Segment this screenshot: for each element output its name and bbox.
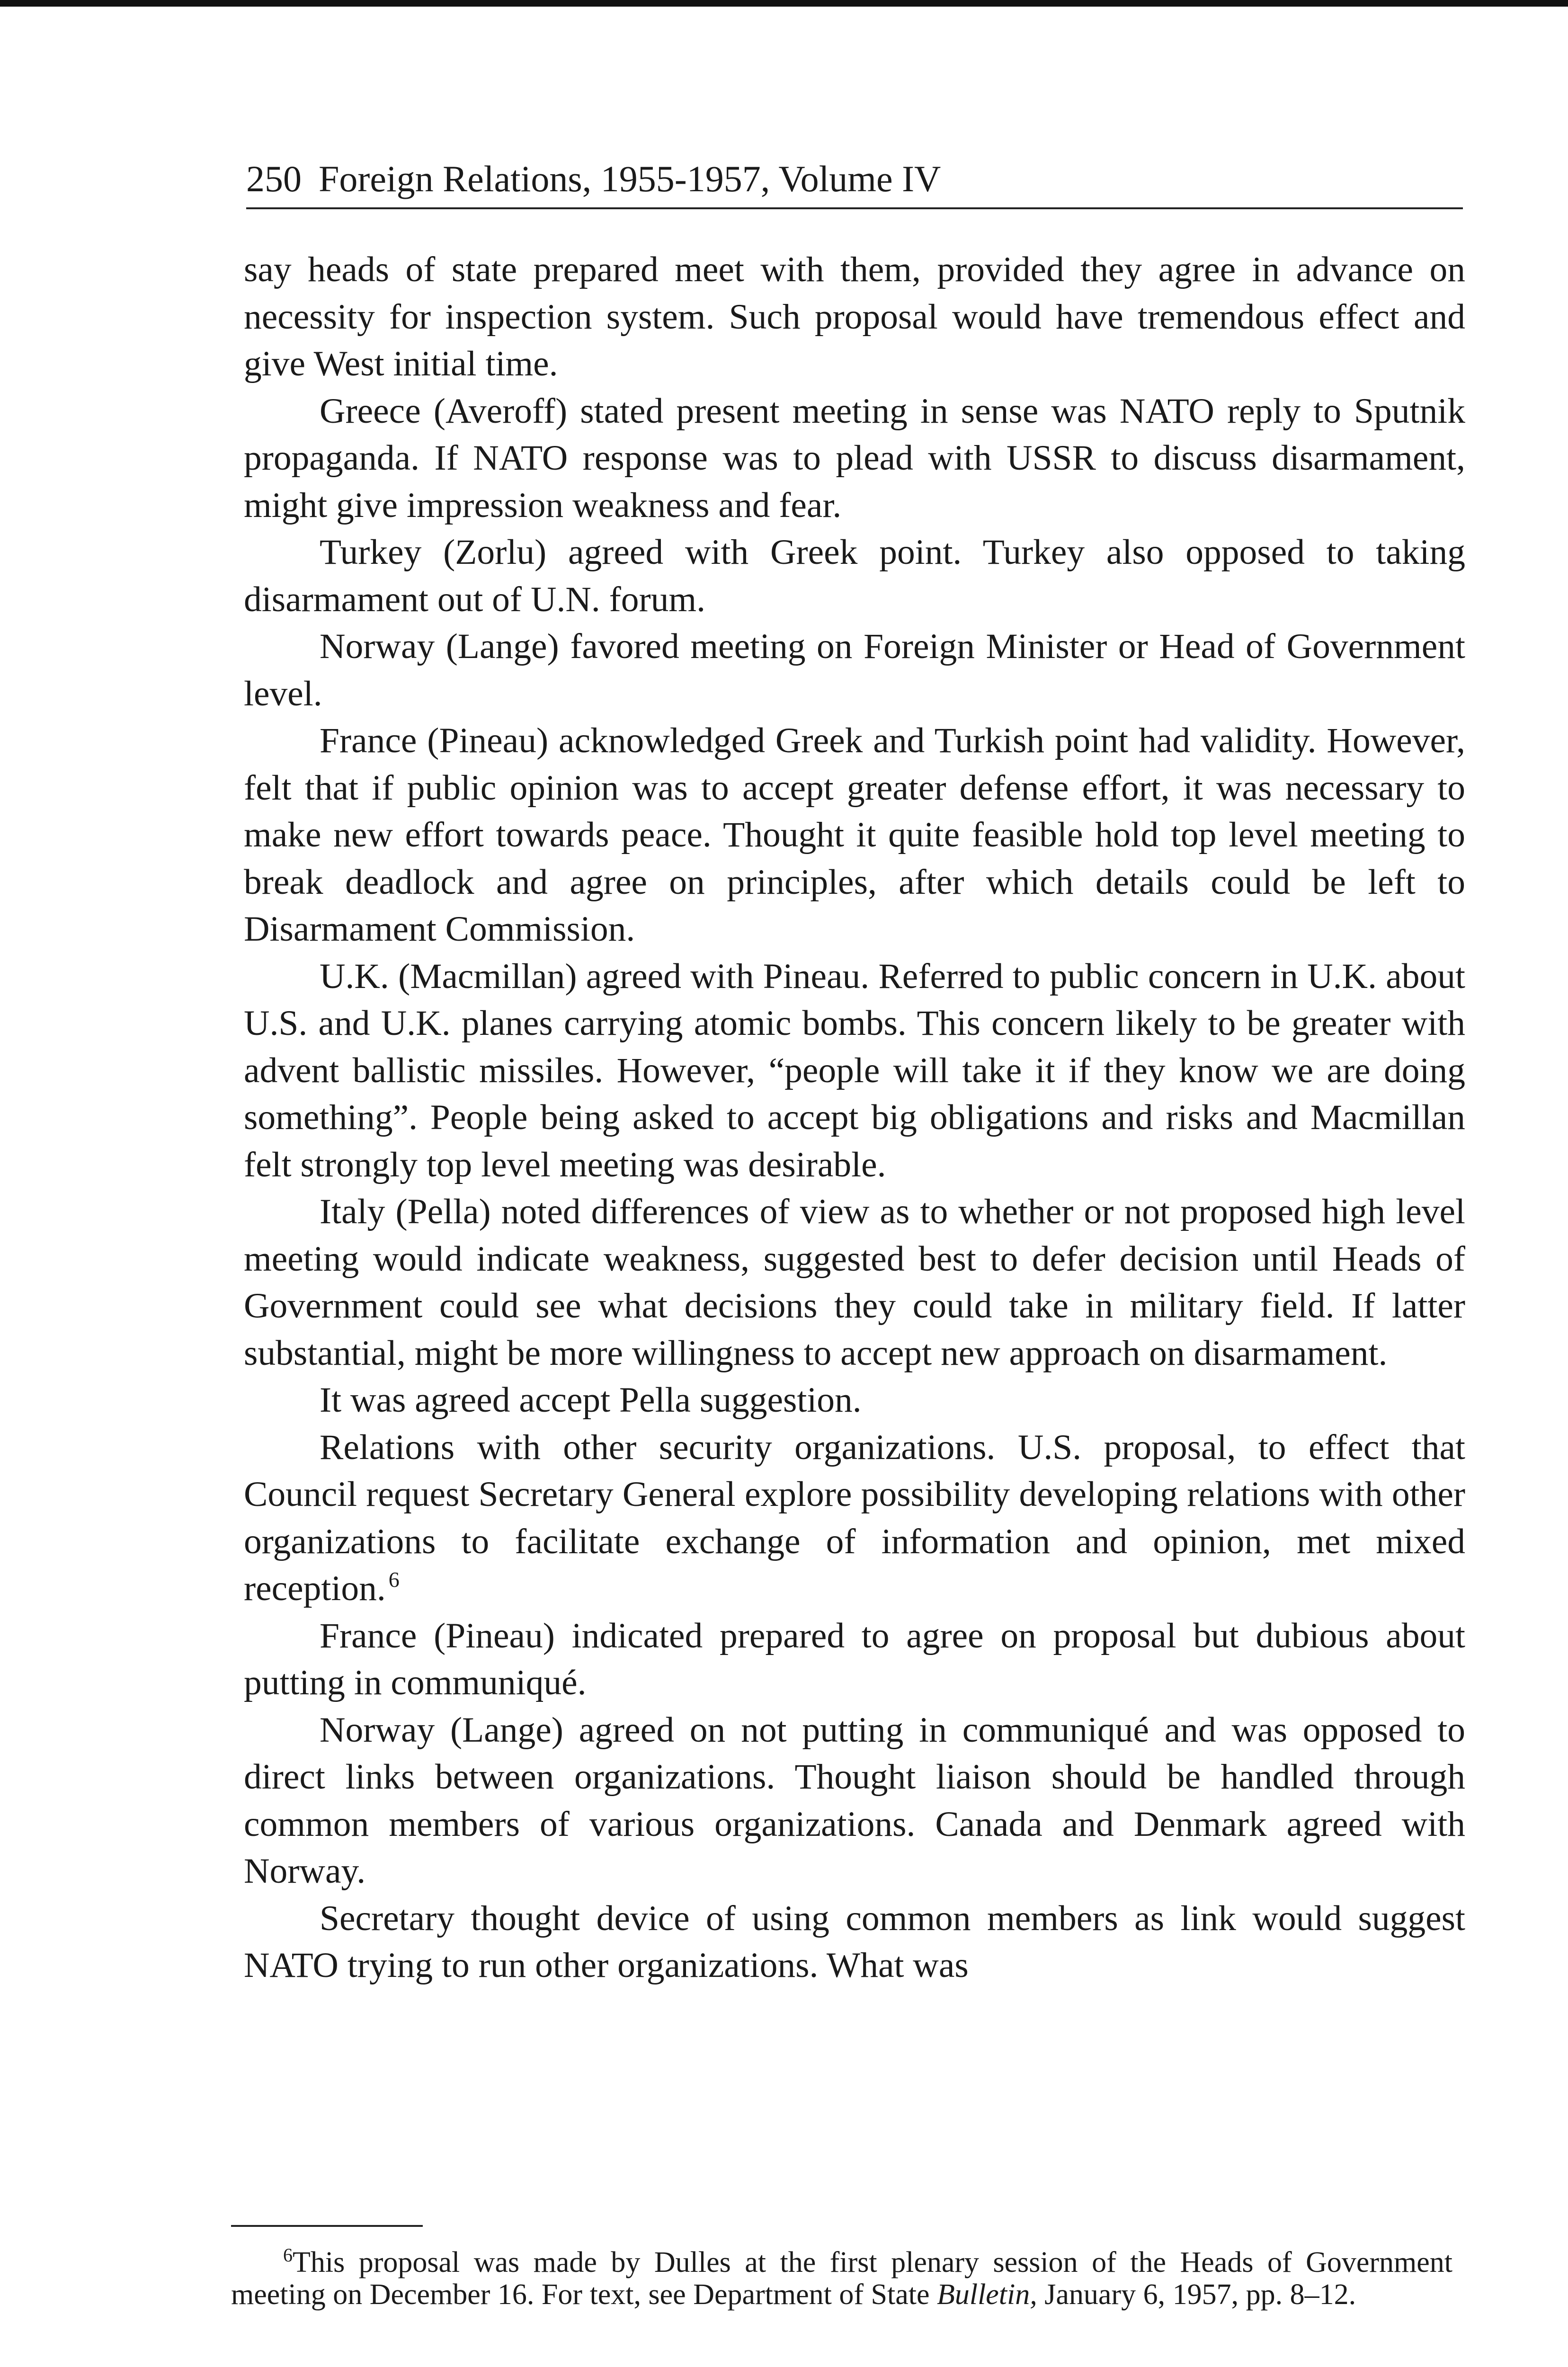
footnote-reference-marker: 6 — [388, 1567, 400, 1592]
paragraph-relations-security — [244, 1424, 1465, 1612]
footnote-text-after: January 6, 1957, pp. 8–12. — [1037, 2278, 1356, 2311]
running-header — [246, 151, 1463, 209]
paragraph-relations-text: Relations with other security organizations. U.S. proposal, to effect that Council request Secretary General explore possibility developing relations with other organizations to facilitate exchange of information and opinion, met mixed reception. — [244, 1427, 1465, 1608]
paragraph-france-communique: France (Pineau) indicated prepared to agree on proposal but dubious about putting in communiqué. — [244, 1616, 1465, 1702]
footnote-text-before: This proposal was made by Dulles at the first plenary session of the Heads of Government meeting on December 16. For text, see Department of State — [231, 2246, 1452, 2311]
paragraph-greece: Greece (Averoff) stated present meeting in sense was NATO reply to Sputnik propaganda. If NATO response was to plead with USSR to discuss disarmament, might give impression weakness and fear. — [244, 391, 1465, 525]
paragraph-norway-communique: Norway (Lange) agreed on not putting in communiqué and was opposed to direct links between organizations. Thought liaison should be handled through common members of various organizations. Canada and Denmark agreed with Norway. — [244, 1710, 1465, 1891]
paragraph-agreement: It was agreed accept Pella suggestion. — [320, 1380, 862, 1420]
paragraph-italy-pella: Italy (Pella) noted differences of view as to whether or not proposed high level meeting would indicate weakness, suggested best to defer decision until Heads of Government could see what decisions they could take in military field. If latter substantial, might be more willingness to accept new approach on disarmament. — [244, 1192, 1465, 1373]
footnote-paragraph — [231, 2246, 1452, 2311]
footnote-separator-rule — [231, 2225, 423, 2227]
body-text — [244, 246, 1465, 1989]
footnote-number: 6 — [283, 2244, 293, 2266]
footnote — [231, 2246, 1452, 2311]
running-title: Foreign Relations, 1955-1957, Volume IV — [319, 158, 941, 199]
paragraph-continuation: say heads of state prepared meet with them, provided they agree in advance on necessity for inspection system. Such proposal would have tremendous effect and give West initial time. — [244, 250, 1465, 383]
page-number: 250 — [246, 158, 302, 199]
paragraph-uk-macmillan: U.K. (Macmillan) agreed with Pineau. Referred to public concern in U.K. about U.S. and U.K. planes carrying atomic bombs. This concern likely to be greater with advent ballistic missiles. However, “people will take it if they know we are doing something”. People being asked to accept big obligations and risks and Macmillan felt strongly top level meeting was desirable. — [244, 956, 1465, 1184]
paragraph-turkey: Turkey (Zorlu) agreed with Greek point. Turkey also opposed to taking disarmament out of U.N. forum. — [244, 533, 1465, 619]
paragraph-secretary: Secretary thought device of using common members as link would suggest NATO trying to run other organizations. What was — [244, 1898, 1465, 1985]
top-edge-rule — [0, 0, 1568, 7]
paragraph-france-pineau: France (Pineau) acknowledged Greek and Turkish point had validity. However, felt that if public opinion was to accept greater defense effort, it was necessary to make new effort towards peace. Thought it quite feasible hold top level meeting to break deadlock and agree on principles, after which details could be left to Disarmament Commission. — [244, 721, 1465, 949]
paragraph-norway-meeting: Norway (Lange) favored meeting on Foreign Minister or Head of Government level. — [244, 627, 1465, 713]
footnote-italic-title: Bulletin, — [936, 2278, 1037, 2311]
